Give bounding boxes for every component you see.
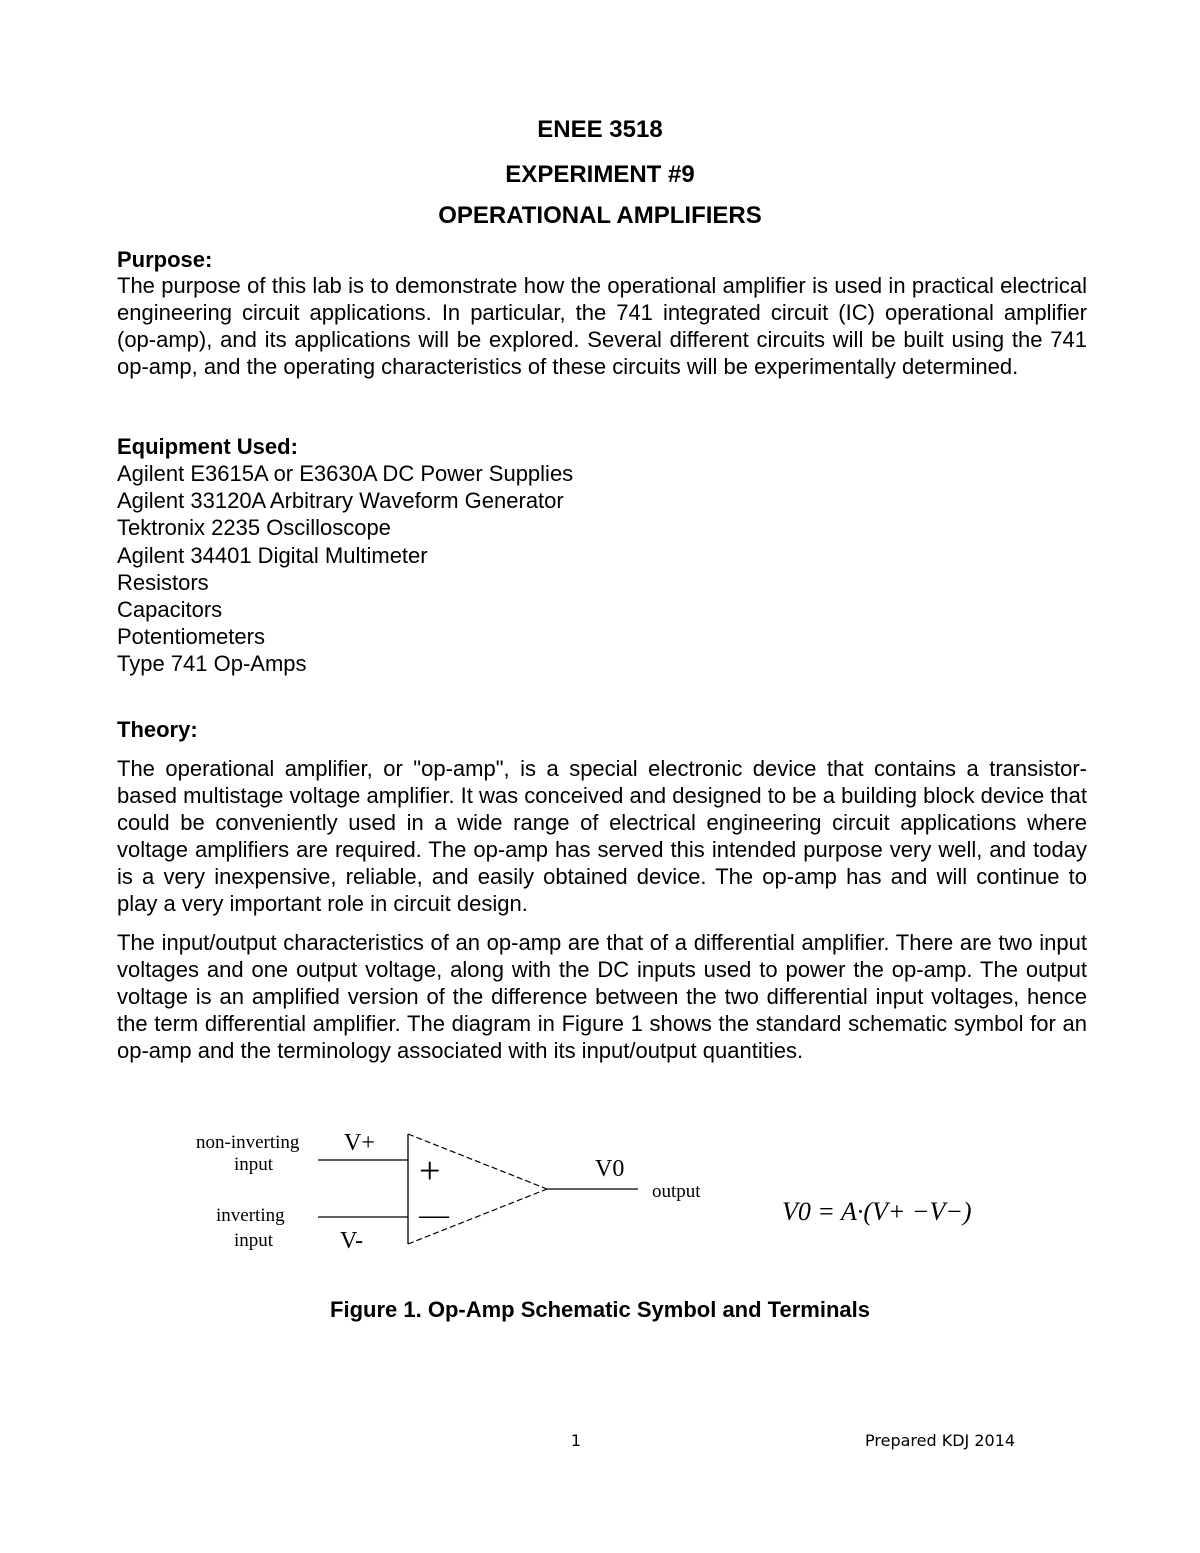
list-item: Agilent 33120A Arbitrary Waveform Generator xyxy=(117,488,564,514)
gain-equation: V0 = A·(V+ −V−) xyxy=(782,1197,972,1226)
minus-sign: — xyxy=(419,1198,449,1231)
purpose-text: The purpose of this lab is to demonstrate how the operational amplifier is used in practical electrical engineering circuit applications. In particular, the 741 integrated circuit (IC) operational amplifier (op-amp), and its applications will be explored. Several different circuits will be built using the 741 op-amp, and the operating characteristics of these circuits will be experimentally determined. xyxy=(117,273,1087,379)
v-out-label: V0 xyxy=(595,1156,625,1182)
equipment-heading: Equipment Used: xyxy=(117,434,298,459)
v-minus-label: V- xyxy=(340,1228,364,1254)
op-amp-schematic xyxy=(190,1120,980,1260)
list-item: Agilent 34401 Digital Multimeter xyxy=(117,542,428,568)
list-item: Capacitors xyxy=(117,597,223,623)
list-item: Potentiometers xyxy=(117,624,265,650)
list-item: Type 741 Op-Amps xyxy=(117,651,307,677)
inverting-input-label: input xyxy=(234,1230,274,1251)
theory-paragraph-2: The input/output characteristics of an op-amp are that of a differential amplifier. There are two input voltages and one output voltage, along with the DC inputs used to power the op-amp. The output voltage is an amplified version of the difference between the two differential input voltages, hence the term differential amplifier. The diagram in Figure 1 shows the standard schematic symbol for an op-amp and the terminology associated with its input/output quantities. xyxy=(117,930,1087,1063)
page-number: 1 xyxy=(570,1431,582,1450)
output-label: output xyxy=(652,1181,701,1202)
theory-paragraph-1: The operational amplifier, or "op-amp", is a special electronic device that contains a transistor-based multistage voltage amplifier. It was conceived and designed to be a building block device that could be conveniently used in a wide range of electrical engineering circuit applications where voltage amplifiers are required. The op-amp has served this intended purpose very well, and today is a very inexpensive, reliable, and easily obtained device. The op-amp has and will continue to play a very important role in circuit design. xyxy=(117,756,1087,916)
document-title: OPERATIONAL AMPLIFIERS xyxy=(438,202,762,229)
theory-heading: Theory: xyxy=(117,717,198,742)
course-title: ENEE 3518 xyxy=(537,116,663,143)
non-inverting-input-label: input xyxy=(234,1154,274,1175)
list-item: Resistors xyxy=(117,569,209,595)
experiment-number: EXPERIMENT #9 xyxy=(505,161,695,188)
inverting-label: inverting xyxy=(216,1205,285,1226)
non-inverting-label: non-inverting xyxy=(196,1132,300,1153)
list-item: Agilent E3615A or E3630A DC Power Supplies xyxy=(117,461,574,486)
figure-caption: Figure 1. Op-Amp Schematic Symbol and Terminals xyxy=(330,1297,870,1322)
plus-sign: + xyxy=(419,1150,441,1192)
v-plus-label: V+ xyxy=(344,1130,375,1156)
equipment-list xyxy=(117,460,573,678)
purpose-heading: Purpose: xyxy=(117,247,213,272)
prepared-by: Prepared KDJ 2014 xyxy=(865,1431,1016,1450)
list-item: Tektronix 2235 Oscilloscope xyxy=(117,515,391,541)
